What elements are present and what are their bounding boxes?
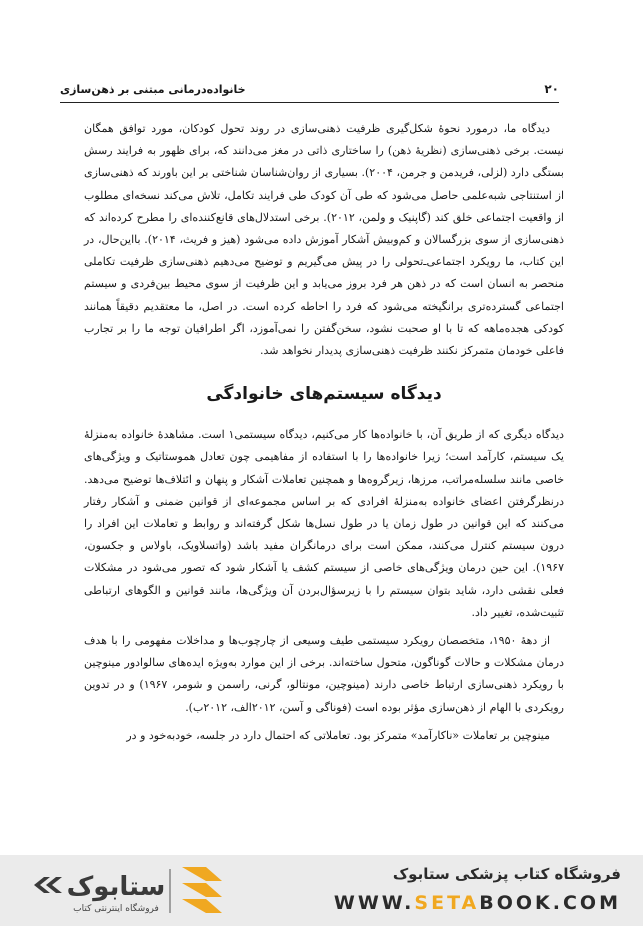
shop-url[interactable] — [334, 892, 621, 914]
paragraph-3: از دههٔ ۱۹۵۰، متخصصان رویکرد سیستمی طیف وسیعی از چارچوب‌ها و مداخلات مفهومی را با هدف درمان مشکلات و حالات گوناگون، متحول ساخته‌اند. برخی از این موارد به‌ویژه ایده‌های سالوادور مینوچین با رویکرد ذهنی‌سازی ارتباط خاصی دارند (مینوچین، مونتالو، گرنی، راسمن و شومر، ۱۹۶۷) و در تدوین رویکردی با الهام از ذهن‌سازی مؤثر بوده است (فوناگی و آسن، ۲۰۱۲الف، ۲۰۱۲ب). — [84, 634, 564, 714]
body-text — [84, 118, 564, 747]
url-prefix: WWW. — [333, 892, 415, 914]
page-number: ۲۰ — [544, 82, 559, 96]
chevron-stack-icon — [182, 867, 230, 913]
logo-wordmark: ستابوک — [66, 872, 166, 902]
url-accent: SETA — [414, 892, 480, 914]
paragraph-1: دیدگاه ما، درمورد نحوهٔ شکل‌گیری ظرفیت ذهنی‌سازی در روند تحول کودکان، مورد توافق همگان نیست. برخی ذهنی‌سازی (نظریهٔ ذهن) را ساختاری ذاتی در مغز می‌دانند که، برای ظهور به فرایند رسش بستگی دارد (لزلی، فریدمن و جرمن، ۲۰۰۴). بسیاری از روان‌شناسان شناختی بر این باورند که ذهنی‌سازی از استنتاجی شبه‌علمی حاصل می‌شود که طی آن کودک طی فرایند تکامل، تلاش می‌کند نسخه‌ای مطلوب از واقعیت اجتماعی خلق کند (گاپنیک و ولمن، ۲۰۱۲). برخی استدلال‌های قانع‌کننده‌ای را مطرح کرده‌اند که ذهنی‌سازی از سوی بزرگسالان و کم‌وبیش آشکار آموزش داده می‌شود (هیز و فریث، ۲۰۱۴). بااین‌حال، در این کتاب، ما رویکرد اجتماعی‌ـ‌تحولی را در پیش می‌گیریم و توضیح می‌دهیم ذهنی‌سازی ظرفیت تکاملی منحصر به انسان است که در ذهن هر فرد بروز می‌یابد و این ظرفیت از سوی محیط بین‌فردی و سیستم اجتماعی گسترده‌تری برانگیخته می‌شود که فرد را احاطه کرده است. در اصل، ما معتقدیم دقیقاً همانند کودکی هجده‌ماهه که تا با او صحبت نشود، سخن‌گفتن را نمی‌آموزد، اگر اطرافیان توجه ما را بر تجارب فاعلی خودمان متمرکز نکنند ظرفیت ذهنی‌سازی پدیدار نخواهد شد. — [84, 122, 565, 358]
running-title: خانواده‌درمانی مبتنی بر ذهن‌سازی — [60, 82, 246, 96]
logo-tagline: فروشگاه اینترنتی کتاب — [73, 904, 159, 914]
paragraph-4: مینوچین بر تعاملات «ناکارآمد» متمرکز بود. تعاملاتی که احتمال دارد در جلسه، خودبه‌خود و در — [126, 728, 550, 742]
running-header — [60, 82, 559, 96]
url-suffix: BOOK.COM — [479, 892, 621, 914]
shop-name: فروشگاه کتاب پزشکی ستابوک — [392, 865, 621, 883]
setabook-logo — [30, 863, 230, 919]
header-rule — [60, 102, 559, 103]
footer-banner — [0, 855, 643, 926]
double-chevron-icon — [34, 877, 62, 893]
section-heading: دیدگاه سیستم‌های خانوادگی — [206, 384, 442, 405]
paragraph-2: دیدگاه دیگری که از طریق آن، با خانواده‌ها کار می‌کنیم، دیدگاه سیستمی۱ است. مشاهدهٔ خانواده به‌منزلهٔ یک سیستم، کارآمد است؛ زیرا خانواده‌ها را با استفاده از مفاهیمی چون تعادل هموستاتیک و ویژگی‌های خاصی مانند سلسله‌مراتب، مرزها، زیرگروه‌ها و همچنین تعاملات آشکار و پنهان و ائتلاف‌ها توضیح می‌دهد. درنظرگرفتن اعضای خانواده به‌منزلهٔ افرادی که بر اساس مجموعه‌ای از قوانین ضمنی و آشکار رفتار می‌کنند که این قوانین در طول زمان یا در طول نسل‌ها شکل گرفته‌اند و روابط و تعاملات این افراد را درون سیستم کنترل می‌کنند، ممکن است برای درمانگران مفید باشد (واتسلاویک، باولاس و جکسون، ۱۹۶۷). این حین درمان ویژگی‌های خاصی از سیستم کشف یا آشکار شود که تصور می‌شود در مشکلات فعلی نقشی دارد، شاید بتوان سیستم را با زیرسؤال‌بردن آن ویژگی‌ها، مانند قوانین و الگوهای ارتباطی تثبیت‌شده، تغییر داد. — [84, 428, 564, 619]
